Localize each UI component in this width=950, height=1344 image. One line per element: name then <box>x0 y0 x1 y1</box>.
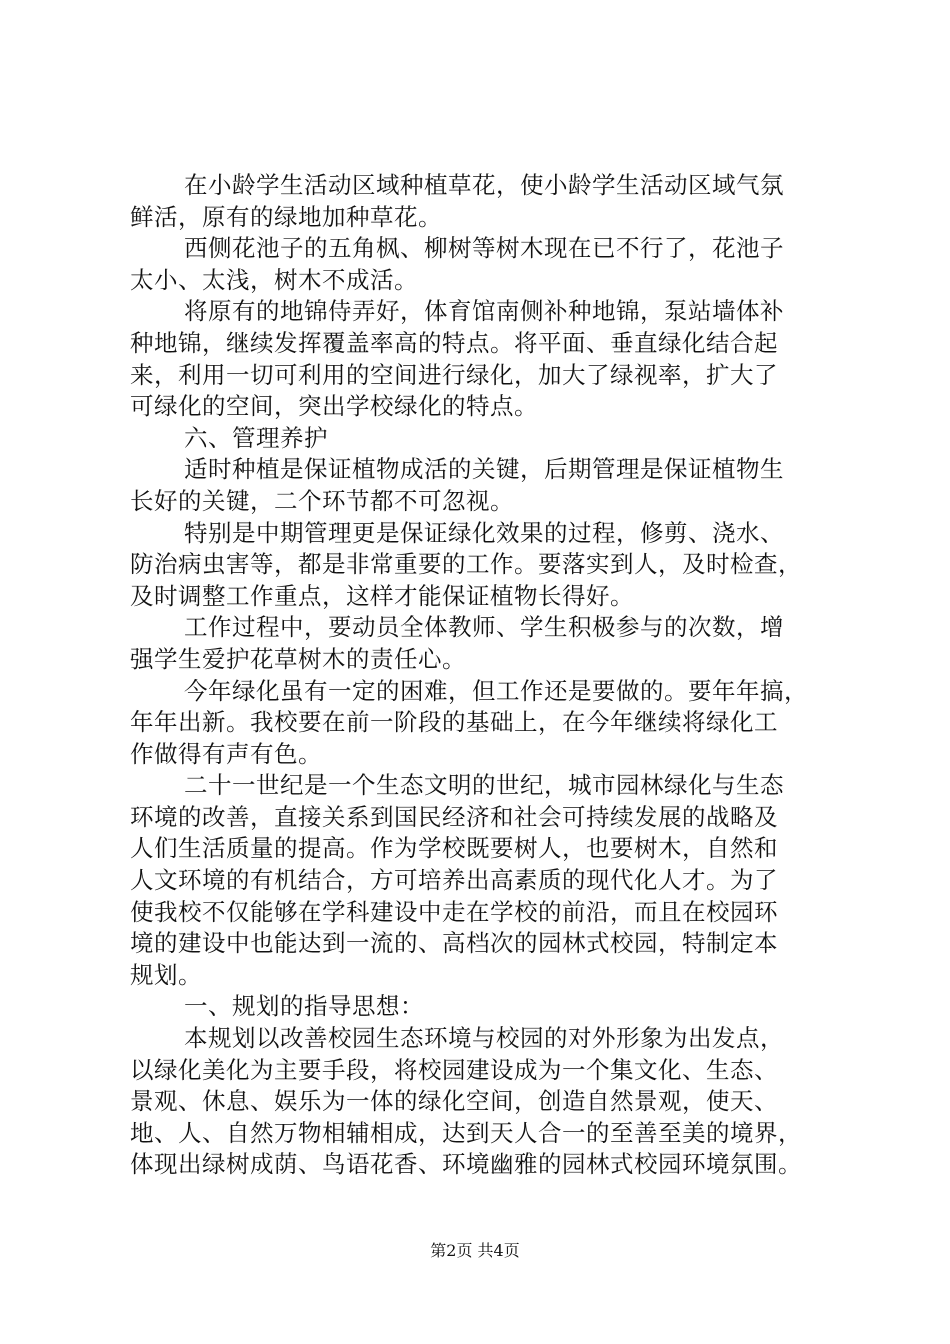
text-line: 西侧花池子的五角枫、柳树等树木现在已不行了，花池子 <box>184 234 784 263</box>
text-line: 本规划以改善校园生态环境与校园的对外形象为出发点， <box>184 1024 784 1053</box>
text-line: 规划。 <box>130 960 202 989</box>
text-line: 及时调整工作重点，这样才能保证植物长得好。 <box>130 581 634 610</box>
text-line: 将原有的地锦侍弄好，体育馆南侧补种地锦，泵站墙体补 <box>184 297 784 326</box>
text-line: 一、规划的指导思想： <box>184 992 424 1021</box>
text-line: 使我校不仅能够在学科建设中走在学校的前沿，而且在校园环 <box>130 897 778 926</box>
text-line: 体现出绿树成荫、鸟语花香、环境幽雅的园林式校园环境氛围。 <box>130 1150 802 1179</box>
text-line: 防治病虫害等，都是非常重要的工作。要落实到人，及时检查， <box>130 550 802 579</box>
text-line: 特别是中期管理更是保证绿化效果的过程，修剪、浇水、 <box>184 518 784 547</box>
text-line: 景观、休息、娱乐为一体的绿化空间，创造自然景观，使天、 <box>130 1087 778 1116</box>
text-line: 可绿化的空间，突出学校绿化的特点。 <box>130 392 538 421</box>
text-line: 二十一世纪是一个生态文明的世纪，城市园林绿化与生态 <box>184 771 784 800</box>
text-line: 人文环境的有机结合，方可培养出高素质的现代化人才。为了 <box>130 866 778 895</box>
text-line: 环境的改善，直接关系到国民经济和社会可持续发展的战略及 <box>130 802 778 831</box>
text-line: 鲜活，原有的绿地加种草花。 <box>130 202 442 231</box>
text-line: 年年出新。我校要在前一阶段的基础上，在今年继续将绿化工 <box>130 708 778 737</box>
text-line: 在小龄学生活动区域种植草花，使小龄学生活动区域气氛 <box>184 171 784 199</box>
text-line: 太小、太浅，树木不成活。 <box>130 265 418 294</box>
text-line: 工作过程中，要动员全体教师、学生积极参与的次数，增 <box>184 613 784 642</box>
text-line: 地、人、自然万物相辅相成，达到天人合一的至善至美的境界， <box>130 1118 802 1147</box>
text-line: 六、管理养护 <box>184 423 328 452</box>
text-line: 人们生活质量的提高。作为学校既要树人，也要树木，自然和 <box>130 834 778 863</box>
text-line: 种地锦，继续发挥覆盖率高的特点。将平面、垂直绿化结合起 <box>130 328 778 357</box>
text-line: 作做得有声有色。 <box>130 739 322 768</box>
text-line: 以绿化美化为主要手段，将校园建设成为一个集文化、生态、 <box>130 1055 778 1084</box>
page-footer: 第2页 共4页 <box>430 1241 520 1260</box>
text-line: 强学生爱护花草树木的责任心。 <box>130 644 466 673</box>
text-line: 来，利用一切可利用的空间进行绿化，加大了绿视率，扩大了 <box>130 360 778 389</box>
text-line: 适时种植是保证植物成活的关键，后期管理是保证植物生 <box>184 455 784 484</box>
text-line: 长好的关键，二个环节都不可忽视。 <box>130 486 514 515</box>
text-line: 今年绿化虽有一定的困难，但工作还是要做的。要年年搞， <box>184 676 808 705</box>
text-line: 境的建设中也能达到一流的、高档次的园林式校园，特制定本 <box>130 929 778 958</box>
document-body <box>130 170 830 1181</box>
